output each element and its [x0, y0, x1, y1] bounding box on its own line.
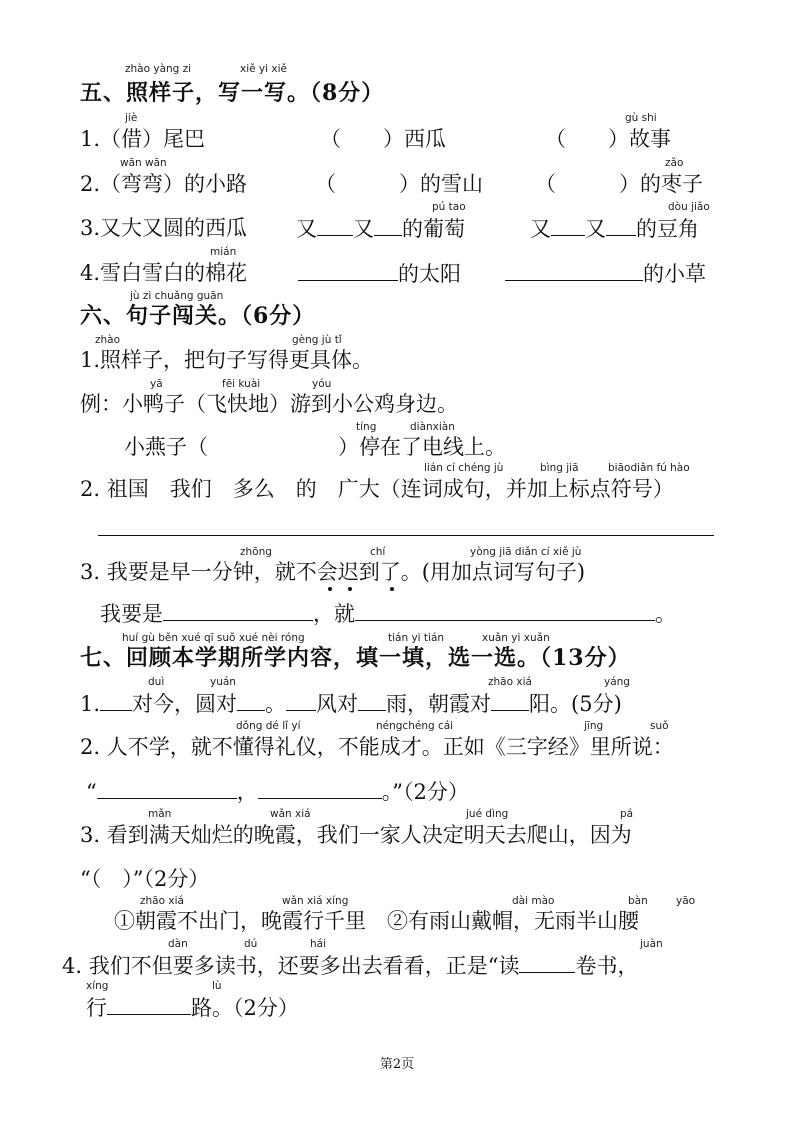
row4-a: 4.雪白雪白的棉花 [80, 261, 248, 285]
pinyin: lián cí chéng jù [424, 462, 504, 474]
pinyin: gèng jù tǐ [292, 334, 342, 346]
q7-1[interactable] [80, 690, 622, 717]
section5-heading: 五、照样子，写一写。（8分） [80, 80, 385, 106]
char: 路。（2分） [191, 996, 299, 1020]
row1-a: 1.（借）尾巴 [80, 127, 206, 151]
q7-3-answer[interactable]: “（ ）”（2分） [80, 867, 210, 891]
section7-heading: 七、回顾本学期所学内容，填一填，选一选。（13分） [80, 645, 631, 671]
pinyin: diànxiàn [410, 421, 455, 433]
char: 的豆角 [636, 217, 699, 241]
q7-3: 3. 看到满天灿烂的晚霞，我们一家人决定明天去爬山，因为 [80, 823, 632, 847]
row1-b[interactable]: （ ）西瓜 [320, 127, 446, 151]
pinyin: zǎo [665, 157, 684, 169]
row4-c[interactable] [505, 260, 706, 287]
char: 4. 我们不但要多读书，还要多出去看看，正是“读 [62, 954, 520, 978]
blank[interactable] [374, 215, 402, 236]
q6-1: 1.照样子，把句子写得更具体。 [80, 348, 374, 372]
pinyin: yāo [676, 895, 696, 907]
pinyin: biāodiǎn fú hào [608, 462, 690, 474]
q6-3: 3. 我要是早一分钟，就不会迟到了。(用加点词写句子) [80, 560, 586, 584]
pinyin: suǒ [650, 720, 669, 732]
emphasis-dot [348, 587, 352, 591]
pinyin: zhāo xiá [488, 676, 532, 688]
pinyin: yuán [210, 676, 236, 688]
char: 。”（2分） [381, 780, 469, 804]
char: 又 [353, 217, 374, 241]
char: ，就 [313, 602, 355, 626]
char: 风对 [316, 692, 359, 716]
pinyin: dú [244, 938, 258, 950]
pinyin: huí gù běn xué qī suǒ xué nèi róng [122, 632, 305, 644]
q6-example: 例：小鸭子（飞快地）游到小公鸡身边。 [80, 392, 458, 416]
char: 雨，朝霞对 [386, 692, 492, 716]
q6-1-answer-b: ）停在了电线上。 [338, 435, 506, 459]
section6-heading: 六、句子闯关。（6分） [80, 303, 316, 329]
pinyin: yáng [604, 676, 630, 688]
pinyin: tián yi tián [388, 632, 445, 644]
pinyin: lù [212, 980, 222, 992]
row2-c[interactable]: （ ）的枣子 [535, 172, 703, 196]
pinyin: bìng jiā [540, 462, 579, 474]
pinyin: jué dìng [466, 808, 509, 820]
char: 的葡萄 [402, 217, 465, 241]
pinyin: pá [620, 808, 634, 820]
blank[interactable] [491, 690, 529, 711]
blank[interactable] [606, 215, 636, 236]
pinyin: zhào yàng zi [125, 63, 192, 75]
blank[interactable] [163, 600, 313, 621]
blank[interactable] [519, 952, 575, 973]
blank[interactable] [317, 215, 353, 236]
q6-2: 2. 祖国 我们 多么 的 广大（连词成句，并加上标点符号） [80, 477, 674, 501]
blank[interactable] [258, 778, 382, 799]
q7-4[interactable] [62, 952, 638, 979]
pinyin: gù shi [625, 112, 657, 124]
pinyin: zhōng [240, 546, 272, 558]
q6-1-answer-a: 小燕子（ [124, 435, 208, 459]
pinyin: bàn [628, 895, 648, 907]
char: 我要是 [100, 602, 163, 626]
q7-4-line2[interactable] [86, 994, 299, 1021]
char: 又 [296, 217, 317, 241]
page-number: 第2页 [379, 1057, 415, 1072]
row3-b[interactable] [296, 215, 465, 242]
pinyin: jù zi chuǎng guān [130, 290, 224, 302]
pinyin: zhào [95, 334, 121, 346]
pinyin: duì [148, 676, 165, 688]
char: 的小草 [643, 262, 706, 286]
row2-b[interactable]: （ ）的雪山 [315, 172, 483, 196]
char: 阳。(5分) [529, 692, 622, 716]
pinyin: dǒng dé lǐ yí [236, 720, 301, 732]
emphasis-dot [328, 587, 332, 591]
char: 。 [655, 602, 676, 626]
row4-b[interactable] [298, 260, 461, 287]
pinyin: dàn [168, 938, 188, 950]
pinyin: mǎn [148, 808, 172, 820]
pinyin: wǎn xiá [270, 808, 311, 820]
char: 对今，圆对 [132, 692, 238, 716]
char: 。 [265, 692, 287, 716]
blank[interactable] [97, 778, 237, 799]
q7-2-answer[interactable] [86, 778, 469, 805]
blank[interactable] [237, 690, 265, 711]
pinyin: jīng [584, 720, 604, 732]
pinyin: xiě yi xiě [240, 63, 287, 75]
row3-a: 3.又大又圆的西瓜 [80, 216, 248, 240]
pinyin: pú tao [432, 201, 466, 213]
char: 又 [585, 217, 606, 241]
pinyin: yóu [312, 378, 332, 390]
row3-c[interactable] [530, 215, 699, 242]
emphasis-dot [390, 587, 394, 591]
pinyin: zhāo xiá [140, 895, 184, 907]
pinyin: fēi kuài [222, 378, 261, 390]
blank[interactable] [298, 260, 398, 281]
blank[interactable] [355, 600, 655, 621]
pinyin: yòng jiā diǎn cí xiě jù [470, 546, 582, 558]
char: 卷书， [575, 954, 639, 978]
q7-2: 2. 人不学，就不懂得礼仪，不能成才。正如《三字经》里所说： [80, 735, 674, 759]
pinyin: hái [310, 938, 327, 950]
q6-3-answer[interactable] [100, 600, 676, 627]
char: “ [86, 780, 97, 804]
answer-line[interactable] [98, 535, 714, 536]
row1-c[interactable]: （ ）故事 [545, 127, 671, 151]
blank[interactable] [107, 994, 191, 1015]
pinyin: dòu jiǎo [668, 201, 710, 213]
pinyin: wān wān [120, 157, 167, 169]
blank[interactable] [358, 690, 386, 711]
pinyin: chí [370, 546, 386, 558]
blank[interactable] [505, 260, 643, 281]
char: 的太阳 [398, 262, 461, 286]
pinyin: tíng [356, 421, 377, 433]
char: 1. [80, 692, 101, 716]
char: 行 [86, 996, 107, 1020]
pinyin: mián [210, 246, 237, 258]
pinyin: dài mào [512, 895, 555, 907]
pinyin: juàn [640, 938, 663, 950]
pinyin: jiè [125, 112, 138, 124]
q7-3-options: ①朝霞不出门，晚霞行千里 ②有雨山戴帽，无雨半山腰 [114, 909, 639, 933]
pinyin: néngchéng cái [376, 720, 454, 732]
blank[interactable] [551, 215, 585, 236]
pinyin: yā [150, 378, 163, 390]
blank[interactable] [286, 690, 316, 711]
char: 又 [530, 217, 551, 241]
pinyin: wǎn xiá xíng [282, 895, 349, 907]
pinyin: xuǎn yi xuǎn [482, 632, 550, 644]
blank[interactable] [100, 690, 132, 711]
char: ， [236, 780, 258, 804]
pinyin: xíng [86, 980, 109, 992]
row2-a: 2.（弯弯）的小路 [80, 172, 248, 196]
